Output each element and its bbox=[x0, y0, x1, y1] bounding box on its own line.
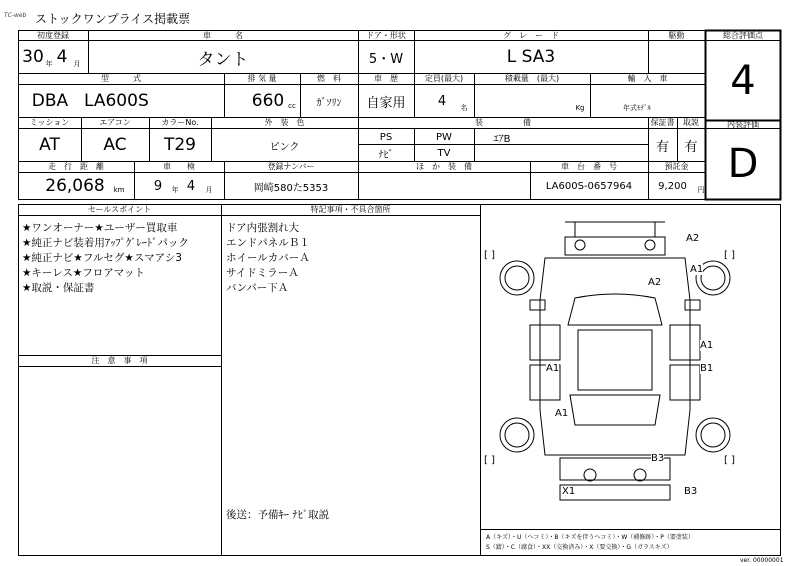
damage-mark: A2 bbox=[648, 277, 662, 288]
damage-mark: B3 bbox=[684, 486, 698, 497]
overall-score: 4 bbox=[730, 57, 756, 104]
color-no: T29 bbox=[163, 135, 197, 155]
label-plate: 登録ナンバー bbox=[267, 162, 315, 171]
label-exterior-color: 外 装 色 bbox=[264, 118, 305, 127]
inspect-month-unit: 月 bbox=[205, 186, 213, 194]
label-deposit: 預託金 bbox=[664, 162, 689, 171]
note-line: ホイールカバーＡ bbox=[226, 252, 310, 264]
chassis-number: LA600S-0657964 bbox=[545, 180, 633, 192]
label-capacity: 定員(最大) bbox=[424, 74, 464, 83]
deposit: 9,200 bbox=[658, 180, 687, 192]
model-prefix: DBA bbox=[31, 91, 69, 111]
sales-point: ★純正ナビ装着用ｱｯﾌﾟｸﾞﾚｰﾄﾞパック bbox=[22, 237, 189, 249]
kg-unit: Kg bbox=[575, 104, 585, 112]
plate-number: 岡崎580た5353 bbox=[253, 182, 329, 194]
label-chassis: 車 台 番 号 bbox=[561, 162, 617, 171]
label-equipment: 装 備 bbox=[475, 118, 531, 127]
fuel: ｶﾞｿﾘﾝ bbox=[316, 97, 342, 109]
label-inspection: 車 検 bbox=[163, 162, 195, 171]
yen-unit: 円 bbox=[697, 186, 705, 194]
car-name: タント bbox=[197, 49, 249, 70]
sales-point: ★ワンオーナー★ユーザー買取車 bbox=[22, 222, 178, 234]
bracket: [ ] bbox=[724, 250, 735, 261]
equip-airbag: ｴｱB bbox=[493, 133, 511, 145]
mission: AT bbox=[39, 135, 60, 155]
label-interior: 内装評価 bbox=[727, 120, 759, 129]
bracket: [ ] bbox=[484, 250, 495, 261]
label-fuel: 燃 料 bbox=[317, 74, 341, 83]
damage-mark: B3 bbox=[651, 453, 665, 464]
usage: 自家用 bbox=[366, 95, 406, 111]
label-aircon: エアコン bbox=[99, 118, 131, 127]
damage-mark: A1 bbox=[555, 408, 569, 419]
damage-mark: A1 bbox=[546, 363, 560, 374]
sales-point: ★取説・保証書 bbox=[22, 282, 95, 294]
label-overall: 総合評価点 bbox=[723, 30, 763, 40]
displacement: 660 bbox=[251, 91, 285, 111]
label-mission: ミッション bbox=[29, 118, 70, 127]
damage-mark: A1 bbox=[700, 340, 714, 351]
label-usage: 車 歴 bbox=[374, 74, 398, 83]
note-line: サイドミラーＡ bbox=[226, 267, 299, 279]
label-drive: 駆動 bbox=[668, 30, 685, 40]
label-first-reg: 初度登録 bbox=[37, 30, 69, 40]
equip-navi: ﾅﾋﾞ bbox=[378, 149, 394, 161]
grade: L SA3 bbox=[506, 47, 556, 67]
inspect-year-unit: 年 bbox=[171, 186, 179, 194]
inspect-month: 4 bbox=[186, 178, 196, 194]
logo: TC-web bbox=[4, 12, 27, 19]
bracket: [ ] bbox=[484, 455, 495, 466]
capacity: 4 bbox=[437, 93, 447, 109]
version: ver. 00000001 bbox=[740, 557, 784, 564]
exterior-color: ピンク bbox=[269, 141, 300, 153]
manual: 有 bbox=[684, 139, 698, 155]
note-line: ドア内張割れ大 bbox=[226, 222, 300, 234]
reg-year-unit: 年 bbox=[45, 60, 53, 68]
warranty: 有 bbox=[655, 139, 669, 155]
damage-mark: B1 bbox=[700, 363, 714, 374]
label-displacement: 排 気 量 bbox=[247, 74, 277, 83]
person-unit: 名 bbox=[460, 104, 468, 112]
reg-year: 30 bbox=[22, 47, 44, 67]
cc-unit: cc bbox=[288, 102, 296, 110]
reg-month: 4 bbox=[56, 47, 68, 67]
label-other-equip: ほ か 装 備 bbox=[416, 162, 472, 171]
damage-mark: X1 bbox=[562, 486, 576, 497]
model-code: LA600S bbox=[84, 91, 149, 111]
label-sales-points: セールスポイント bbox=[87, 205, 152, 214]
label-mileage: 走 行 距 離 bbox=[48, 162, 104, 171]
equip-ps: PS bbox=[379, 131, 393, 143]
damage-mark: A2 bbox=[686, 233, 700, 244]
damage-mark: A1 bbox=[690, 264, 704, 275]
label-warranty: 保証書 bbox=[650, 118, 675, 127]
equip-pw: PW bbox=[436, 131, 452, 143]
mileage: 26,068 bbox=[45, 176, 105, 196]
bracket: [ ] bbox=[724, 455, 735, 466]
label-import: 輸 入 車 bbox=[627, 74, 668, 83]
door-shape: 5・W bbox=[368, 51, 404, 67]
year-model-label: 年式ﾓﾃﾞﾙ bbox=[623, 104, 651, 112]
label-color-no: カラーNo. bbox=[161, 118, 199, 127]
label-model: 型 式 bbox=[101, 74, 141, 83]
equip-tv: TV bbox=[437, 147, 451, 159]
label-manual: 取説 bbox=[683, 118, 699, 127]
label-load: 積載量 (最大) bbox=[504, 74, 560, 83]
reg-month-unit: 月 bbox=[73, 60, 81, 68]
km-unit: km bbox=[113, 186, 125, 194]
aircon: AC bbox=[103, 135, 127, 155]
sales-point: ★純正ナビ★フルセグ★スマアシ3 bbox=[22, 252, 182, 264]
label-notes: 特記事項・不具合箇所 bbox=[310, 205, 391, 214]
sales-point: ★キーレス★フロアマット bbox=[22, 267, 145, 279]
label-grade: グ レ ー ド bbox=[503, 30, 559, 40]
legend-line: S（錆）・C（腐食）・XX（交換済み）・X（要交換）・G（ガラスキズ） bbox=[486, 544, 673, 551]
legend-line: A（キズ）・U（ヘコミ）・B（キズを伴うヘコミ）・W（補修跡）・P（要塗装） bbox=[486, 534, 694, 541]
note-line: エンドパネルＢ１ bbox=[226, 237, 310, 249]
label-door-shape: ドア・形状 bbox=[366, 30, 406, 40]
inspect-year: 9 bbox=[153, 178, 163, 194]
label-car-name: 車 名 bbox=[203, 30, 243, 40]
after-note: 後送：予備ｷｰ ﾅﾋﾞ取説 bbox=[226, 509, 330, 521]
form-title: ストックワンプライス掲載票 bbox=[35, 12, 191, 26]
interior-score: D bbox=[727, 141, 759, 187]
note-line: バンパー下Ａ bbox=[226, 282, 289, 294]
label-caution: 注 意 事 項 bbox=[91, 356, 148, 365]
